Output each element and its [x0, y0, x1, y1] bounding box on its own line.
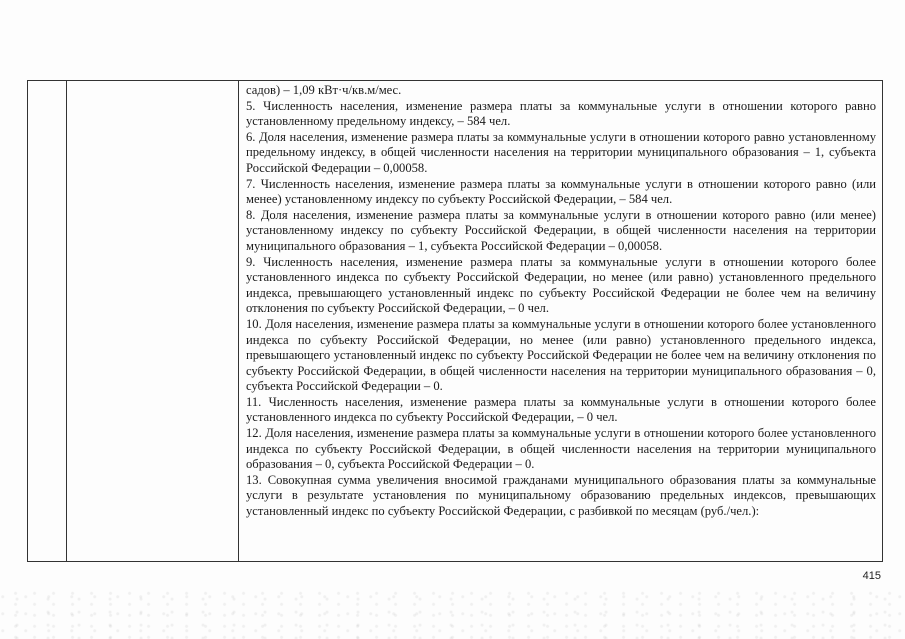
- paragraph: 9. Численность населения, изменение размера платы за коммунальные услуги в отношении которого более установленного индекса по субъекту Российской Федерации, но менее (или равно) установленного предельного индекса, превышающего установленный индекс по субъекту Российской Федерации не более чем на величину отклонения по субъекту Российской Федерации, – 0 чел.: [246, 254, 876, 316]
- column-divider: [66, 81, 67, 561]
- paragraph: 11. Численность населения, изменение размера платы за коммунальные услуги в отношении которого более установленного индекса по субъекту Российской Федерации, – 0 чел.: [246, 394, 876, 425]
- paragraph: 6. Доля населения, изменение размера платы за коммунальные услуги в отношении которого равно установленному предельному индексу, в общей численности населения на территории муниципального образования – 1, субъекта Российской Федерации – 0,00058.: [246, 129, 876, 175]
- paragraph: 13. Совокупная сумма увеличения вносимой гражданами муниципального образования платы за коммунальные услуги в результате установления по муниципальному образованию предельных индексов, превышающих установленный индекс по субъекту Российской Федерации, с разбивкой по месяцам (руб./чел.):: [246, 472, 876, 519]
- column-divider: [238, 81, 239, 561]
- paragraph: 5. Численность населения, изменение размера платы за коммунальные услуги в отношении которого равно установленному предельному индексу, – 584 чел.: [246, 98, 876, 129]
- table-cell-content: [246, 83, 876, 520]
- paragraph: 10. Доля населения, изменение размера платы за коммунальные услуги в отношении которого более установленного индекса по субъекту Российской Федерации, но менее (или равно) установленного предельного индекса, превышающего установленный индекс по субъекту Российской Федерации не более чем на величину отклонения по субъекту Российской Федерации, в общей численности населения на территории муниципального образования – 0, субъекта Российской Федерации – 0.: [246, 316, 876, 394]
- paragraph: 12. Доля населения, изменение размера платы за коммунальные услуги в отношении которого более установленного индекса по субъекту Российской Федерации, в общей численности населения на территории муниципального образования – 0, субъекта Российской Федерации – 0.: [246, 426, 876, 472]
- page-number: 415: [862, 570, 881, 582]
- paragraph: садов) – 1,09 кВт·ч/кв.м/мес.: [246, 83, 402, 97]
- paragraph: 8. Доля населения, изменение размера платы за коммунальные услуги в отношении которого равно (или менее) установленному индексу по субъекту Российской Федерации, в общей численности населения на территории муниципального образования – 1, субъекта Российской Федерации – 0,00058.: [246, 207, 876, 253]
- paragraph: 7. Численность населения, изменение размера платы за коммунальные услуги в отношении которого равно (или менее) установленному индексу по субъекту Российской Федерации, – 584 чел.: [246, 176, 876, 207]
- scan-noise: [0, 590, 905, 639]
- document-table: [27, 80, 883, 562]
